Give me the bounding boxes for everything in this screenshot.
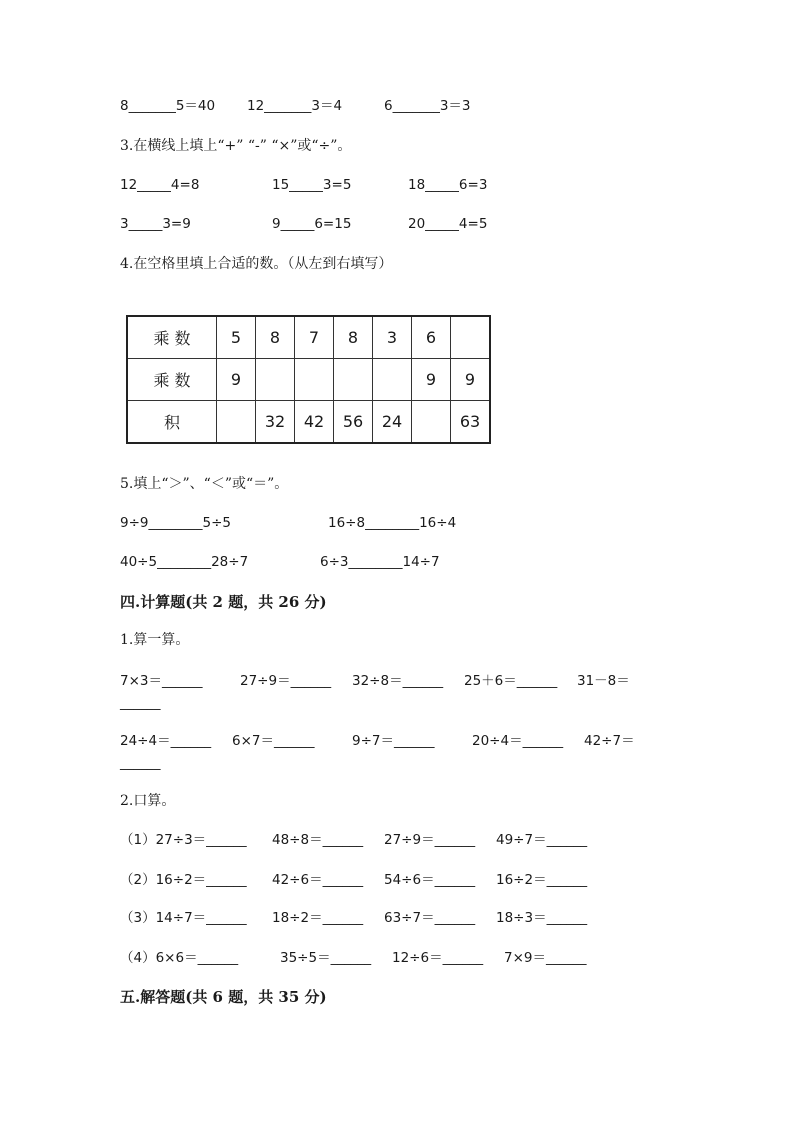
q3-r2-3: 20_____4=5 [408, 216, 488, 232]
q5-r2-2: 6÷3________14÷7 [320, 554, 440, 570]
table-cell [451, 316, 491, 359]
s4-p2-title: 2.口算。 [120, 793, 176, 809]
table-cell: 56 [334, 401, 373, 444]
table-cell: 6 [412, 316, 451, 359]
s4-p2-r1-3: 27÷9＝______ [384, 832, 476, 848]
s4-p2-r3-1: （3）14÷7＝______ [120, 910, 247, 926]
s4-p1-r1-2: 27÷9＝______ [240, 673, 332, 689]
s4-p1-r1-4: 25＋6＝______ [464, 673, 558, 689]
multiplication-table [126, 315, 491, 444]
table-cell [412, 401, 451, 444]
table-cell: 9 [451, 359, 491, 401]
section-4-heading: 四.计算题(共 2 题，共 26 分) [120, 593, 327, 611]
s4-p2-r2-4: 16÷2＝______ [496, 872, 588, 888]
s4-p2-r3-4: 18÷3＝______ [496, 910, 588, 926]
table-cell [256, 359, 295, 401]
s4-p1-r1-1: 7×3＝______ [120, 673, 203, 689]
q2-item-1: 8_______5＝40 [120, 98, 216, 114]
s4-p1-r1-wrap: ______ [120, 695, 161, 711]
q3-r1-1: 12_____4=8 [120, 177, 200, 193]
table-cell: 9 [217, 359, 256, 401]
s4-p1-r2-1: 24÷4＝______ [120, 733, 212, 749]
table-cell [334, 359, 373, 401]
q5-r2-1: 40÷5________28÷7 [120, 554, 249, 570]
s4-p2-r2-1: （2）16÷2＝______ [120, 872, 247, 888]
s4-p1-title: 1.算一算。 [120, 632, 190, 648]
row-header: 乘 数 [127, 316, 217, 359]
table-row [127, 401, 490, 444]
s4-p2-r3-2: 18÷2＝______ [272, 910, 364, 926]
s4-p2-r4-2: 35÷5＝______ [280, 950, 372, 966]
q5-r1-2: 16÷8________16÷4 [328, 515, 457, 531]
q4-title: 4.在空格里填上合适的数。（从左到右填写） [120, 256, 393, 272]
s4-p2-r2-3: 54÷6＝______ [384, 872, 476, 888]
table-cell: 32 [256, 401, 295, 444]
table-cell: 63 [451, 401, 491, 444]
q3-r1-2: 15_____3=5 [272, 177, 352, 193]
s4-p2-r4-4: 7×9＝______ [504, 950, 587, 966]
table-cell: 7 [295, 316, 334, 359]
table-cell: 8 [256, 316, 295, 359]
s4-p1-r2-3: 9÷7＝______ [352, 733, 435, 749]
table-row [127, 359, 490, 401]
s4-p2-r1-4: 49÷7＝______ [496, 832, 588, 848]
s4-p2-r4-3: 12÷6＝______ [392, 950, 484, 966]
q2-item-3: 6_______3＝3 [384, 98, 471, 114]
table-cell: 5 [217, 316, 256, 359]
q5-title: 5.填上“＞”、“＜”或“＝”。 [120, 476, 289, 492]
s4-p1-r2-5: 42÷7＝ [584, 733, 635, 749]
table-cell [373, 359, 412, 401]
row-header: 乘 数 [127, 359, 217, 401]
s4-p1-r2-2: 6×7＝______ [232, 733, 315, 749]
q3-title: 3.在横线上填上“+” “-” “×”或“÷”。 [120, 138, 352, 154]
q2-item-2: 12_______3＝4 [247, 98, 343, 114]
table-cell: 24 [373, 401, 412, 444]
q3-r2-2: 9_____6=15 [272, 216, 352, 232]
table-row [127, 316, 490, 359]
s4-p2-r1-2: 48÷8＝______ [272, 832, 364, 848]
q5-r1-1: 9÷9________5÷5 [120, 515, 231, 531]
s4-p2-r4-1: （4）6×6＝______ [120, 950, 239, 966]
table-cell: 42 [295, 401, 334, 444]
table-cell: 3 [373, 316, 412, 359]
q3-r2-1: 3_____3=9 [120, 216, 191, 232]
q3-r1-3: 18_____6=3 [408, 177, 488, 193]
table-cell [217, 401, 256, 444]
s4-p1-r1-5: 31－8＝ [577, 673, 630, 689]
s4-p1-r2-4: 20÷4＝______ [472, 733, 564, 749]
s4-p1-r1-3: 32÷8＝______ [352, 673, 444, 689]
s4-p2-r3-3: 63÷7＝______ [384, 910, 476, 926]
table-cell: 9 [412, 359, 451, 401]
section-5-heading: 五.解答题(共 6 题，共 35 分) [120, 988, 327, 1006]
s4-p1-r2-wrap: ______ [120, 755, 161, 771]
table-cell [295, 359, 334, 401]
row-header: 积 [127, 401, 217, 444]
s4-p2-r2-2: 42÷6＝______ [272, 872, 364, 888]
s4-p2-r1-1: （1）27÷3＝______ [120, 832, 247, 848]
table-cell: 8 [334, 316, 373, 359]
